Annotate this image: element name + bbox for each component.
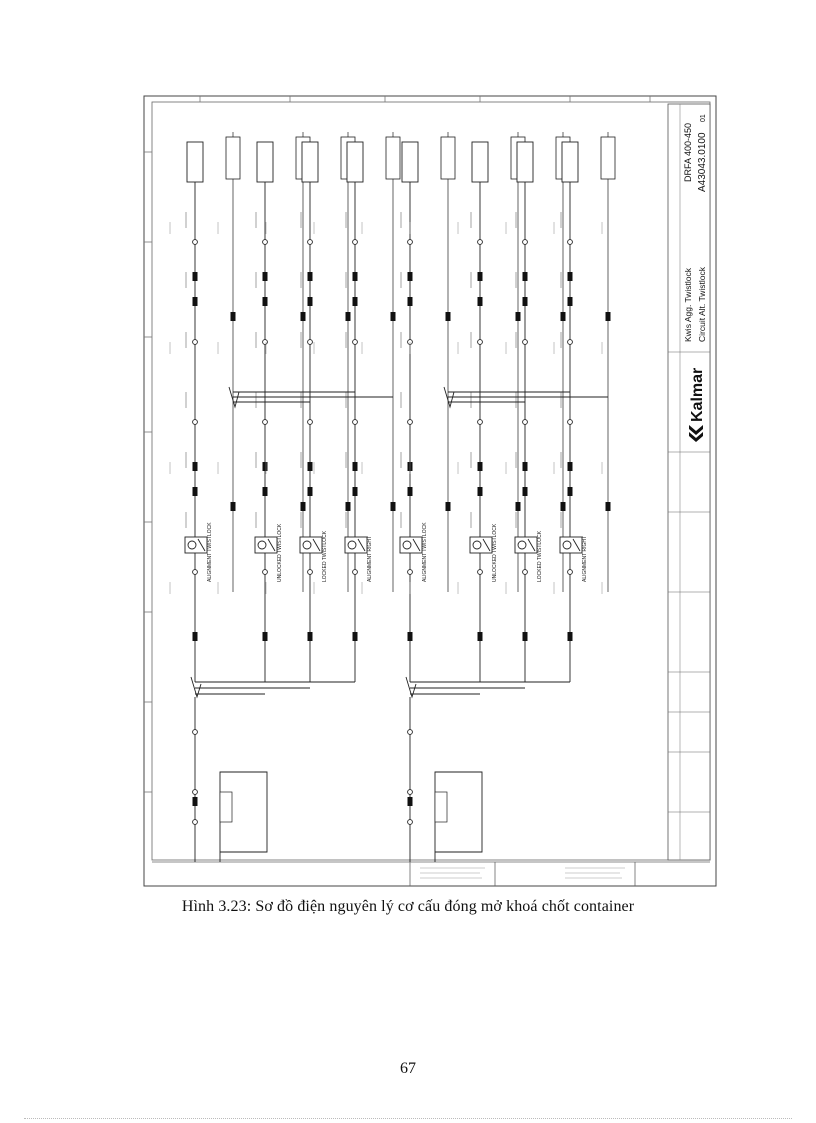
page-number: 67	[400, 1060, 416, 1077]
title-line-1: Kwis Agg. Twistlock	[683, 267, 693, 342]
status-label: LOCKED TWISTLOCK	[322, 530, 328, 582]
status-label: ALIGNMENT TWISTLOCK	[422, 522, 428, 582]
drawing-number: A43043.0100	[697, 132, 708, 192]
status-label: UNLOCKED TWISTLOCK	[277, 523, 283, 582]
sheet-number: 01	[700, 114, 707, 122]
figure-caption: Hình 3.23: Sơ đồ điện nguyên lý cơ cấu đóng mở khoá chốt container	[181, 898, 635, 915]
model-number: DRFA 400-450	[683, 122, 693, 182]
title-block	[668, 104, 710, 860]
title-line-2: Circuit Alt. Twistlock	[697, 267, 707, 342]
status-label: LOCKED TWISTLOCK	[537, 530, 543, 582]
footer-dotted-rule	[24, 1118, 792, 1119]
status-label: ALIGNMENT RIGHT	[367, 535, 373, 582]
drawing-outer-frame	[144, 96, 716, 886]
kalmar-logo-text: Kalmar	[689, 367, 706, 422]
status-label: UNLOCKED TWISTLOCK	[492, 523, 498, 582]
status-label: ALIGNMENT RIGHT	[582, 535, 588, 582]
circuit-diagram	[140, 92, 720, 890]
circuit-diagram-figure	[140, 92, 720, 890]
status-label: ALIGNMENT TWISTLOCK	[207, 522, 213, 582]
